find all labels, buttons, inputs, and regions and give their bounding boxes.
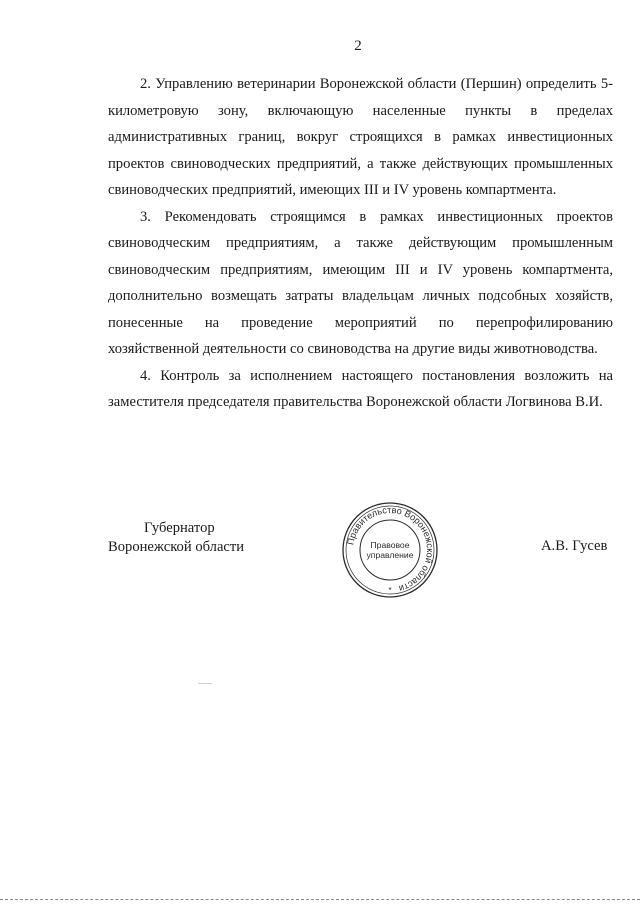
official-seal-stamp (340, 500, 440, 600)
scan-artifact (198, 683, 212, 684)
signature-title-line-1: Губернатор (144, 520, 215, 536)
paragraph-3: 3. Рекомендовать строящимся в рамках инвестиционных проектов свиноводческим предприятиям, а также действующим промышленным свиноводческим предприятиям, имеющим III и IV уровень компартмента, дополнительно возмещать затраты владельцам личных подсобных хозяйств, понесенные на проведение мероприятий по перепрофилированию хозяйственной деятельности со свиноводства на другие виды животноводства. (108, 208, 613, 357)
seal-center-line-1: Правовое (370, 540, 410, 550)
paragraph-4: 4. Контроль за исполнением настоящего постановления возложить на заместителя председателя правительства Воронежской области Логвинова В.И. (108, 367, 613, 410)
page-bottom-edge (0, 899, 640, 901)
seal-center-line-2: управление (366, 550, 414, 560)
seal-ring-text: Правительство Воронежской области (345, 504, 436, 594)
signature-title-line-2: Воронежской области (108, 539, 245, 555)
page-number: 2 (354, 38, 362, 54)
signature-title (108, 519, 244, 557)
document-body (108, 71, 613, 416)
paragraph-2: 2. Управлению ветеринарии Воронежской области (Першин) определить 5-километровую зону, включающую населенные пункты в пределах административных границ, вокруг строящихся в рамках инвестиционных проектов свиноводческих предприятий, а также действующих промышленных свиноводческих предприятий, имеющих III и IV уровень компартмента. (108, 76, 613, 198)
seal-star: * (388, 586, 392, 595)
signer-name: А.В. Гусев (541, 538, 608, 554)
